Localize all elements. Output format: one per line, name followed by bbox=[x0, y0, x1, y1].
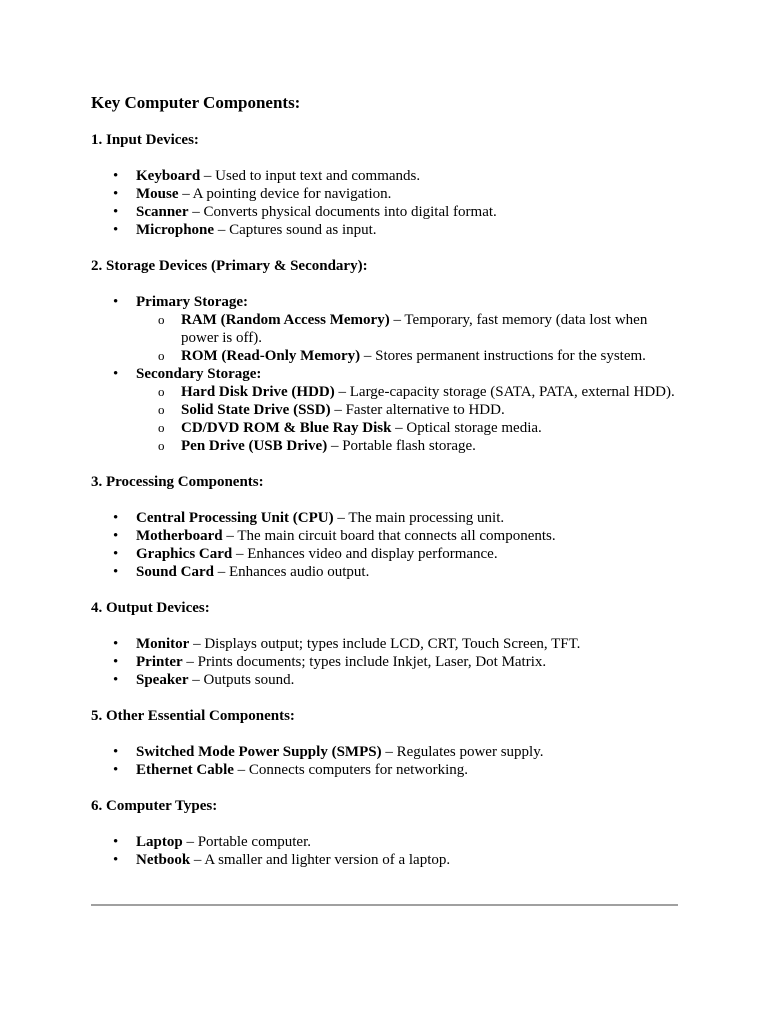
item-description: – Enhances video and display performance. bbox=[232, 546, 498, 562]
item-term: CD/DVD ROM & Blue Ray Disk bbox=[181, 420, 392, 436]
list-item bbox=[91, 509, 681, 527]
section-heading-processing-components: 3. Processing Components: bbox=[91, 474, 264, 490]
item-term: Scanner bbox=[136, 204, 189, 220]
list-item bbox=[91, 185, 681, 203]
sub-list-item bbox=[136, 383, 681, 401]
section-heading-computer-types: 6. Computer Types: bbox=[91, 798, 218, 814]
list-item bbox=[91, 761, 681, 779]
list-item bbox=[91, 293, 681, 365]
item-term: Netbook bbox=[136, 852, 191, 868]
item-description: – Temporary, fast memory (data lost when power is off). bbox=[181, 312, 648, 346]
item-term: Monitor bbox=[136, 636, 190, 652]
item-description: – The main processing unit. bbox=[333, 510, 505, 526]
item-term: Sound Card bbox=[136, 564, 214, 580]
item-term: Graphics Card bbox=[136, 546, 233, 562]
item-description: – The main circuit board that connects all components. bbox=[222, 528, 556, 544]
item-description: – A pointing device for navigation. bbox=[178, 186, 392, 202]
item-term: Keyboard bbox=[136, 168, 201, 184]
list-item bbox=[91, 203, 681, 221]
list-item bbox=[91, 545, 681, 563]
section-heading-input-devices: 1. Input Devices: bbox=[91, 132, 199, 148]
item-description: – Displays output; types include LCD, CRT, Touch Screen, TFT. bbox=[189, 636, 581, 652]
item-term: ROM (Read-Only Memory) bbox=[181, 348, 361, 364]
item-description: – Used to input text and commands. bbox=[200, 168, 421, 184]
section-heading-storage-devices: 2. Storage Devices (Primary & Secondary): bbox=[91, 258, 368, 274]
sub-list-item bbox=[136, 311, 681, 347]
section-heading-other-components: 5. Other Essential Components: bbox=[91, 708, 295, 724]
item-term: Microphone bbox=[136, 222, 215, 238]
document-body bbox=[91, 92, 681, 887]
item-term: Pen Drive (USB Drive) bbox=[181, 438, 328, 454]
item-term: Mouse bbox=[136, 186, 179, 202]
item-term: Speaker bbox=[136, 672, 189, 688]
item-description: – Converts physical documents into digital format. bbox=[188, 204, 497, 220]
list-item bbox=[91, 653, 681, 671]
item-description: – Regulates power supply. bbox=[381, 744, 544, 760]
list-item bbox=[91, 743, 681, 761]
list-item bbox=[91, 563, 681, 581]
item-description: – Enhances audio output. bbox=[213, 564, 370, 580]
item-term: Switched Mode Power Supply (SMPS) bbox=[136, 744, 382, 760]
sub-list-item bbox=[136, 401, 681, 419]
primary-storage-list bbox=[136, 311, 681, 365]
item-description: – Optical storage media. bbox=[391, 420, 542, 436]
section-heading-output-devices: 4. Output Devices: bbox=[91, 600, 210, 616]
horizontal-rule bbox=[91, 904, 678, 906]
secondary-storage-list bbox=[136, 383, 681, 455]
item-description: – Connects computers for networking. bbox=[233, 762, 469, 778]
item-description: – Prints documents; types include Inkjet, Laser, Dot Matrix. bbox=[182, 654, 547, 670]
sub-list-item bbox=[136, 347, 681, 365]
list-item bbox=[91, 635, 681, 653]
item-description: – Large-capacity storage (SATA, PATA, external HDD). bbox=[334, 384, 675, 400]
sub-list-item bbox=[136, 419, 681, 437]
output-devices-list bbox=[91, 635, 681, 689]
storage-devices-list bbox=[91, 293, 681, 455]
item-term: Hard Disk Drive (HDD) bbox=[181, 384, 335, 400]
item-term: Motherboard bbox=[136, 528, 223, 544]
sub-list-item bbox=[136, 437, 681, 455]
item-description: – Portable computer. bbox=[182, 834, 311, 850]
item-description: – Captures sound as input. bbox=[214, 222, 377, 238]
group-label: Primary Storage: bbox=[136, 294, 249, 310]
list-item bbox=[91, 527, 681, 545]
list-item bbox=[91, 833, 681, 851]
list-item bbox=[91, 167, 681, 185]
item-description: – Portable flash storage. bbox=[327, 438, 476, 454]
list-item bbox=[91, 851, 681, 869]
item-term: Ethernet Cable bbox=[136, 762, 234, 778]
input-devices-list bbox=[91, 167, 681, 239]
list-item bbox=[91, 221, 681, 239]
item-term: Printer bbox=[136, 654, 183, 670]
item-term: Laptop bbox=[136, 834, 183, 850]
list-item bbox=[91, 671, 681, 689]
item-term: Solid State Drive (SSD) bbox=[181, 402, 331, 418]
item-description: – Faster alternative to HDD. bbox=[330, 402, 505, 418]
group-label: Secondary Storage: bbox=[136, 366, 262, 382]
item-description: – Outputs sound. bbox=[188, 672, 295, 688]
other-components-list bbox=[91, 743, 681, 779]
item-description: – A smaller and lighter version of a laptop. bbox=[190, 852, 451, 868]
document-title: Key Computer Components: bbox=[91, 93, 301, 112]
processing-components-list bbox=[91, 509, 681, 581]
list-item bbox=[91, 365, 681, 455]
computer-types-list bbox=[91, 833, 681, 869]
item-description: – Stores permanent instructions for the system. bbox=[360, 348, 646, 364]
item-term: RAM (Random Access Memory) bbox=[181, 312, 390, 328]
item-term: Central Processing Unit (CPU) bbox=[136, 510, 334, 526]
